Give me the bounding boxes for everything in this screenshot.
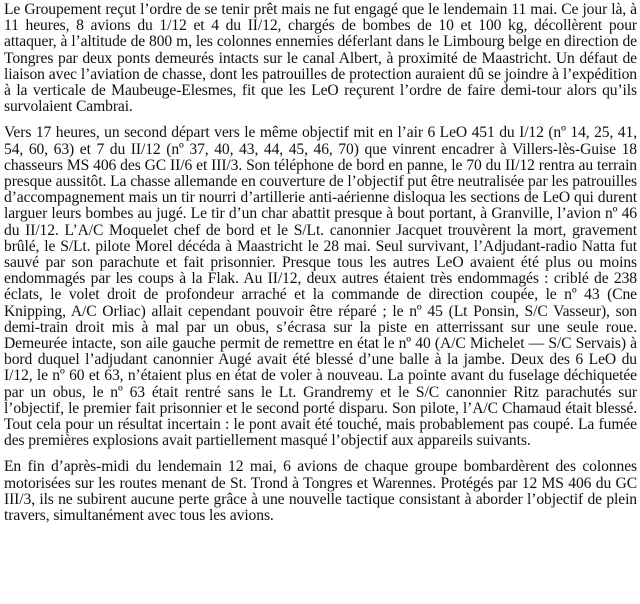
paragraph-first-mission: Le Groupement reçut l’ordre de se tenir prêt mais ne fut engagé que le lendemain 11 mai. Ce jour là, à 11 heures, 8 avions du 1/12 et 4 du II/12, chargés de bombes de 10 et 100 kg, décollèrent pour attaquer, à l’altitude de 800 m, les colonnes ennemies déferlant dans le Limbourg belge en direction de Tongres par deux ponts demeurés intacts sur le canal Albert, à proximité de Maastricht. Un défaut de liaison avec l’aviation de chasse, dont les patrouilles de protection auraient dû se joindre à l’expédition à la verticale de Maubeuge-Elesmes, fit que les LeO reçurent l’ordre de faire demi-tour alors qu’ils survolaient Cambrai. [4, 1, 637, 116]
paragraph-next-day: En fin d’après-midi du lendemain 12 mai, 6 avions de chaque groupe bombardèrent des colonnes motorisées sur les routes menant de St. Trond à Tongres et Warennes. Protégés par 12 MS 406 du GC III/3, ils ne subirent aucune perte grâce à une nouvelle tactique consistant à aborder l’objectif de plein travers, simultanément avec tous les avions. [4, 458, 637, 525]
paragraph-second-mission: Vers 17 heures, un second départ vers le même objectif mit en l’air 6 LeO 451 du I/12 (nº 14, 25, 41, 54, 60, 63) et 7 du II/12 (nº 37, 40, 43, 44, 45, 46, 70) que vinrent encadrer à Villers-lès-Guise 18 chasseurs MS 406 des GC II/6 et III/3. Son téléphone de bord en panne, le 70 du II/12 rentra au terrain presque aussitôt. La chasse allemande en couverture de l’objectif put être neutralisée par les patrouilles d’accompagnement mais un tir nourri d’artillerie anti-aérienne disloqua les sections de LeO qui durent larguer leurs bombes au jugé. Le tir d’un char abattit presque à bout portant, à Granville, l’avion nº 46 du II/12. L’A/C Moquelet chef de bord et le S/Lt. canonnier Jacquet trouvèrent la mort, gravement brûlé, le S/Lt. pilote Morel décéda à Maastricht le 28 mai. Seul survivant, l’Adjudant-radio Natta fut sauvé par son parachute et fait prisonnier. Presque tous les autres LeO avaient été plus ou moins endommagés par les coups à la Flak. Au II/12, deux autres étaient très endommagés : criblé de 238 éclats, le volet droit de profondeur arraché et la commande de direction coupée, le nº 43 (Cne Knipping, A/C Orliac) allait cependant pouvoir être réparé ; le nº 45 (Lt Ponsin, S/C Vasseur), son demi-train droit mis à mal par un obus, s’écrasa sur la piste en atterrissant sur une seule roue. Demeurée intacte, son aile gauche permit de remettre en état le nº 40 (A/C Michelet — S/C Servais) à bord duquel l’adjudant canonnier Augé avait été blessé d’une balle à la jambe. Deux des 6 LeO du I/12, le nº 60 et 63, n’étaient plus en état de voler à nouveau. La pointe avant du fuselage déchiquetée par un obus, le nº 63 était rentré sans le Lt. Grandremy et le S/C canonnier Ritz parachutés sur l’objectif, le premier fait prisonnier et le second porté disparu. Son pilote, l’A/C Chamaud était blessé. Tout cela pour un résultat incertain : le pont avait été touché, mais probablement pas coupé. La fumée des premières explosions avait partiellement masqué l’objectif aux appareils suivants. [4, 124, 637, 450]
document-page [4, 2, 637, 524]
